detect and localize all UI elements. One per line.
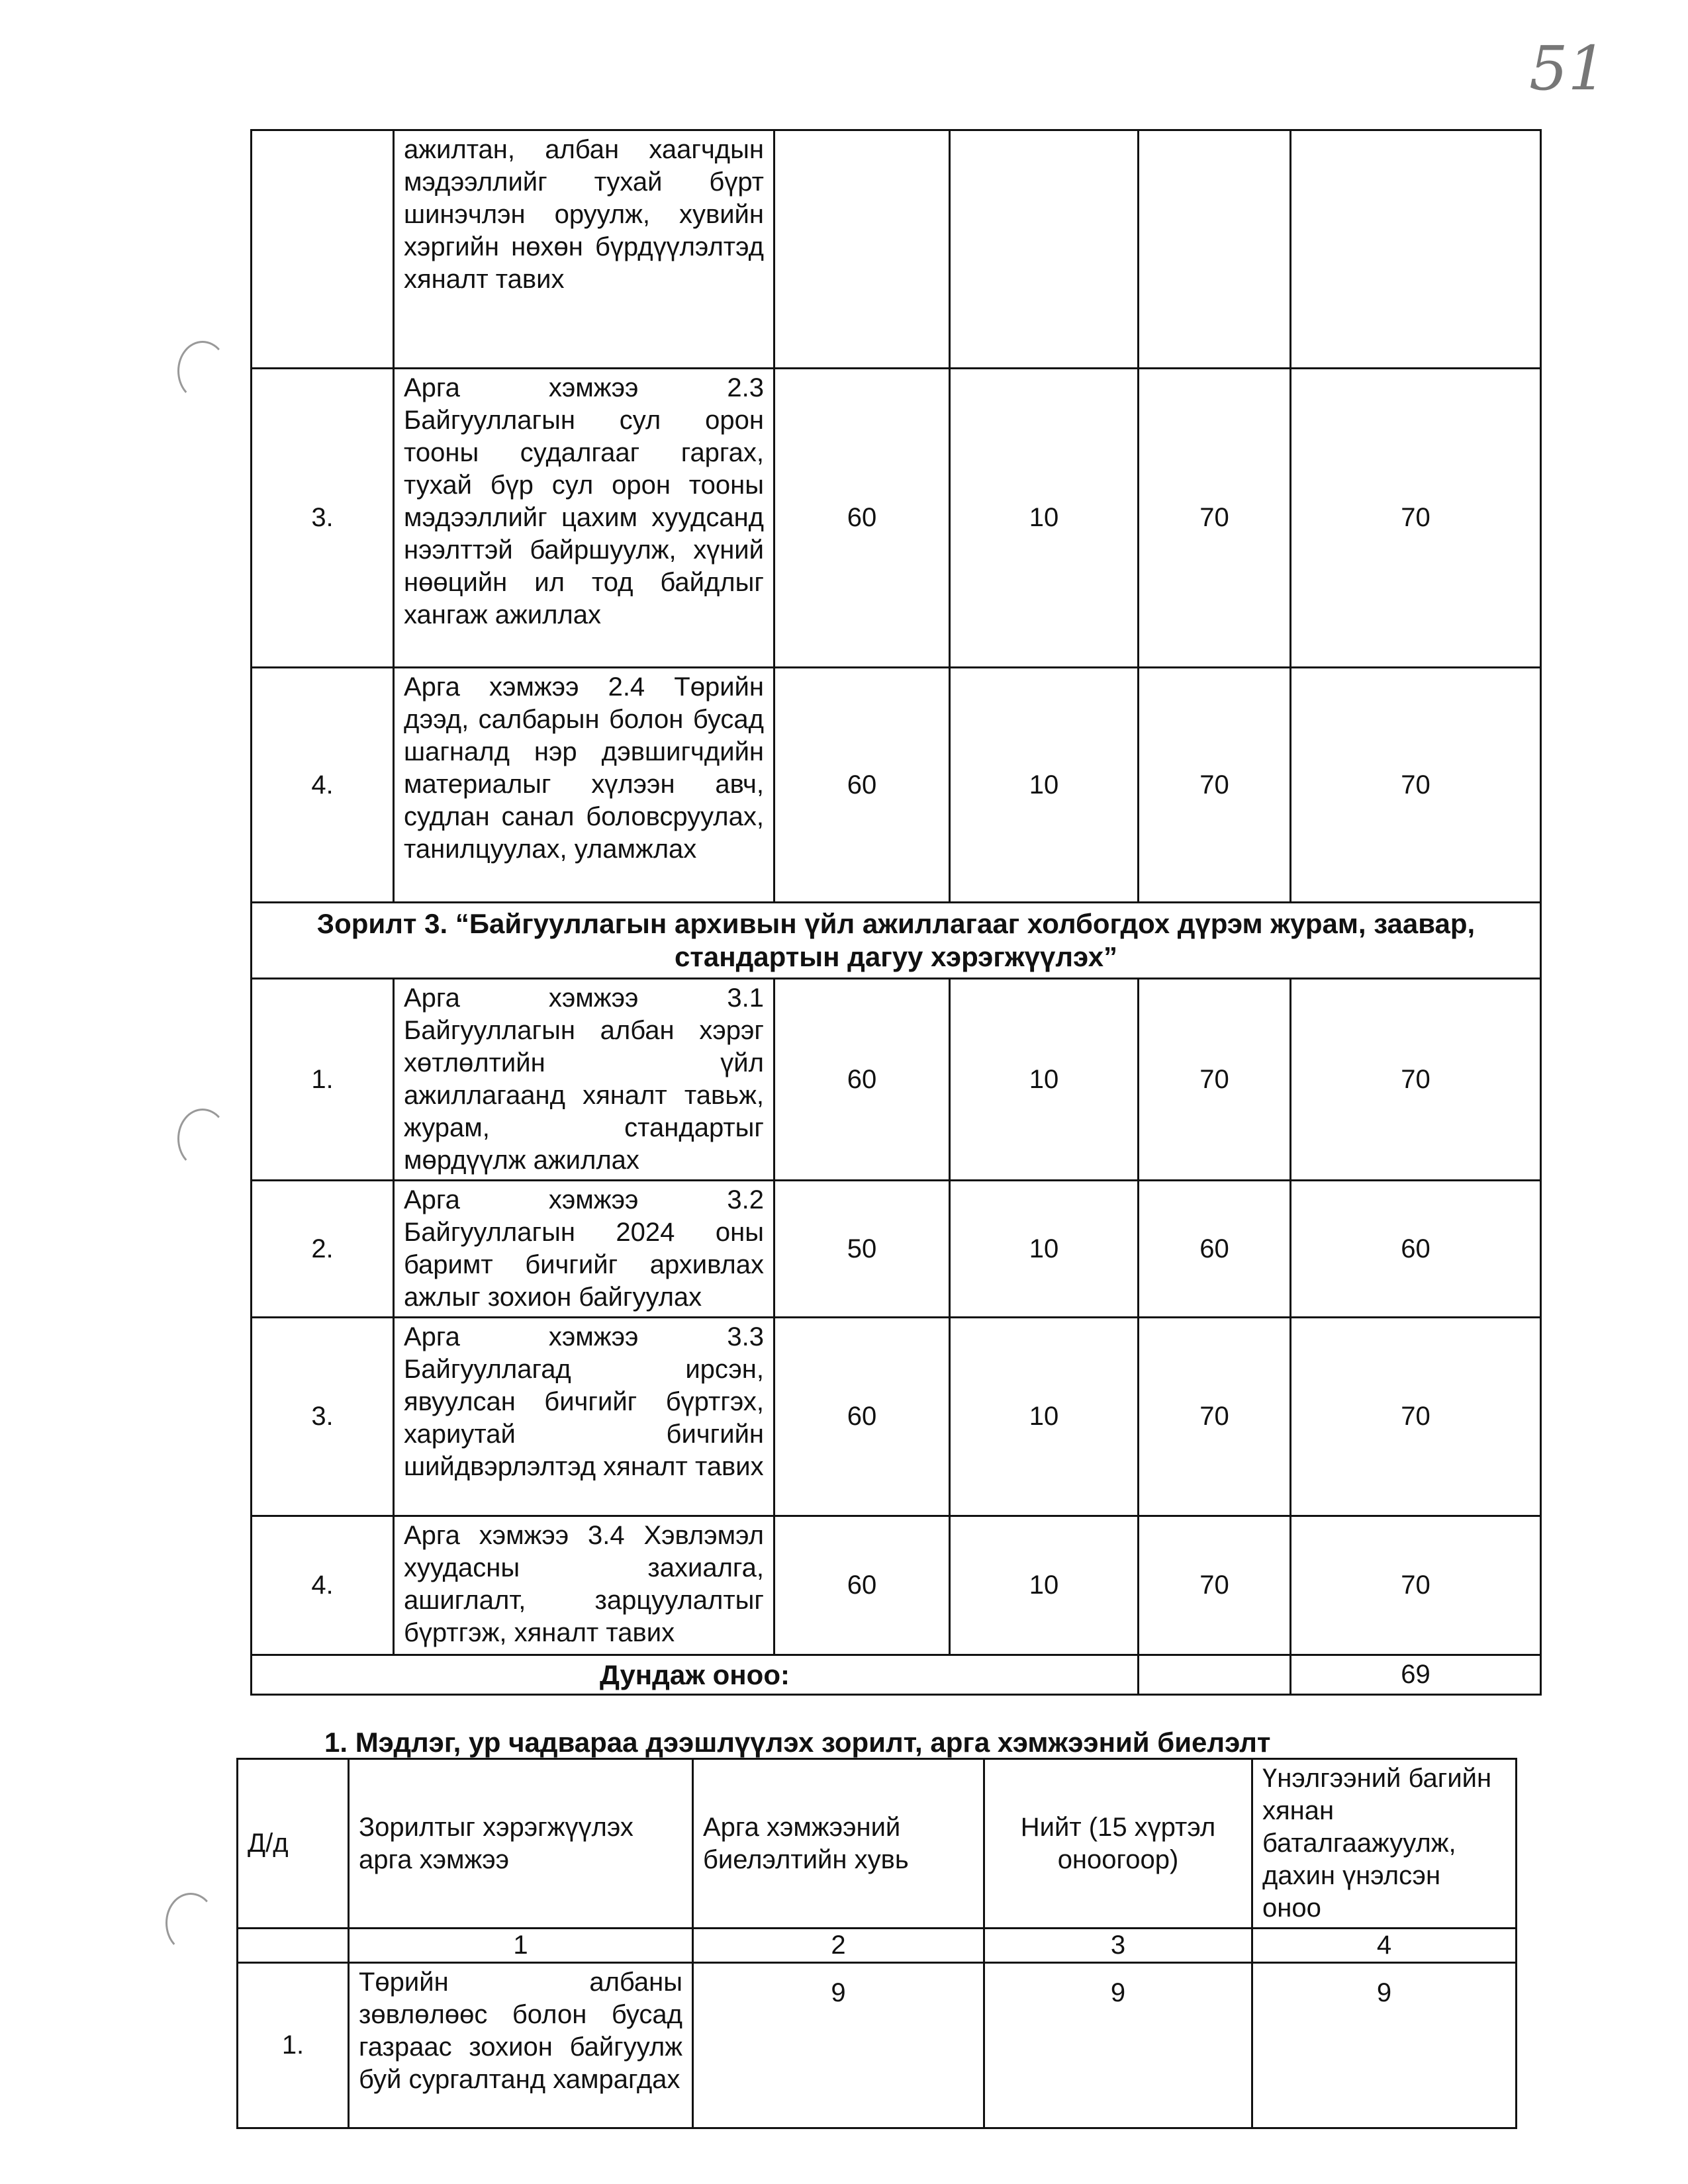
average-row <box>252 1655 1541 1695</box>
value-cell: 70 <box>1139 369 1291 668</box>
row-index: 4. <box>252 1516 394 1655</box>
section-heading-row <box>252 903 1541 979</box>
column-index: 2 <box>693 1929 984 1963</box>
value-cell: 10 <box>950 979 1139 1181</box>
value-cell: 70 <box>1139 1318 1291 1516</box>
column-index: 1 <box>349 1929 693 1963</box>
value-cell: 70 <box>1291 979 1541 1181</box>
value-cell: 60 <box>774 369 950 668</box>
action-description: Арга хэмжээ 2.4 Төрийн дээд, салбарын болон бусад шагналд нэр дэвшигчдийн материалыг хүлээн авч, судлан санал боловсруулах, танилцуулах, уламжлах <box>394 668 774 903</box>
action-description: Арга хэмжээ 3.3 Байгууллагад ирсэн, явуулсан бичгийг бүртгэх, хариутай бичгийн шийдвэрлэлтэд хяналт тавих <box>394 1318 774 1516</box>
value-cell: 9 <box>693 1963 984 2128</box>
value-cell: 60 <box>774 979 950 1181</box>
page-number: 51 <box>1529 33 1607 104</box>
value-cell <box>774 130 950 369</box>
average-label: Дундаж оноо: <box>252 1655 1139 1695</box>
row-index: 3. <box>252 1318 394 1516</box>
value-cell: 10 <box>950 1516 1139 1655</box>
value-cell: 60 <box>774 1516 950 1655</box>
row-index <box>252 130 394 369</box>
value-cell: 9 <box>1252 1963 1517 2128</box>
index-row <box>238 1929 1517 1963</box>
table-row <box>252 668 1541 903</box>
column-index: 3 <box>984 1929 1252 1963</box>
action-description: Арга хэмжээ 2.3 Байгууллагын сул орон тооны судалгааг гаргах, тухай бүр сул орон тооны мэдээллийг цахим хуудсанд нээлттэй байршуулж, хүний нөөцийн ил тод байдлыг хангаж ажиллах <box>394 369 774 668</box>
header-row <box>238 1759 1517 1929</box>
action-description: Төрийн албаны зөвлөлөөс болон бусад газраас зохион байгуулж буй сургалтанд хамрагдах <box>349 1963 693 2128</box>
value-cell: 10 <box>950 1181 1139 1318</box>
table-row <box>238 1963 1517 2128</box>
action-description: ажилтан, албан хаагчдын мэдээллийг тухай бүрт шинэчлэн оруулж, хувийн хэргийн нөхөн бүрдүүлэлтэд хяналт тавих <box>394 130 774 369</box>
header-cell: Арга хэмжээний биелэлтийн хувь <box>693 1759 984 1929</box>
action-description: Арга хэмжээ 3.4 Хэвлэмэл хуудасны захиалга, ашиглалт, зарцуулалтыг бүртгэж, хяналт тавих <box>394 1516 774 1655</box>
row-index: 1. <box>238 1963 349 2128</box>
section-title: 1. Мэдлэг, ур чадвараа дээшлүүлэх зорилт, арга хэмжээний биелэлт <box>324 1727 1271 1758</box>
table-row <box>252 130 1541 369</box>
value-cell <box>1291 130 1541 369</box>
table-row <box>252 1318 1541 1516</box>
row-index: 4. <box>252 668 394 903</box>
section-heading: Зорилт 3. “Байгууллагын архивын үйл ажиллагааг холбогдох дүрэм журам, заавар, стандартын дагуу хэрэгжүүлэх” <box>252 903 1541 979</box>
value-cell: 60 <box>774 668 950 903</box>
empty-cell <box>1139 1655 1291 1695</box>
table-row <box>252 1181 1541 1318</box>
table-row <box>252 1516 1541 1655</box>
table-row <box>252 369 1541 668</box>
empty-cell <box>238 1929 349 1963</box>
value-cell: 70 <box>1139 1516 1291 1655</box>
header-cell: Үнэлгээний багийн хянан баталгаажуулж, дахин үнэлсэн оноо <box>1252 1759 1517 1929</box>
punch-hole <box>177 341 228 401</box>
table-row <box>252 979 1541 1181</box>
knowledge-skills-table <box>236 1758 1517 2129</box>
value-cell: 10 <box>950 1318 1139 1516</box>
column-index: 4 <box>1252 1929 1517 1963</box>
row-index: 3. <box>252 369 394 668</box>
punch-hole <box>177 1109 228 1169</box>
punch-hole <box>165 1893 216 1953</box>
value-cell: 70 <box>1139 979 1291 1181</box>
header-cell: Нийт (15 хүртэл оноогоор) <box>984 1759 1252 1929</box>
value-cell: 9 <box>984 1963 1252 2128</box>
value-cell <box>950 130 1139 369</box>
action-description: Арга хэмжээ 3.2 Байгууллагын 2024 оны баримт бичгийг архивлах ажлыг зохион байгуулах <box>394 1181 774 1318</box>
value-cell: 60 <box>1139 1181 1291 1318</box>
value-cell: 60 <box>774 1318 950 1516</box>
header-cell: Д/д <box>238 1759 349 1929</box>
value-cell <box>1139 130 1291 369</box>
value-cell: 70 <box>1291 1318 1541 1516</box>
action-description: Арга хэмжээ 3.1 Байгууллагын албан хэрэг хөтлөлтийн үйл ажиллагаанд хяналт тавьж, журам, стандартыг мөрдүүлж ажиллах <box>394 979 774 1181</box>
value-cell: 70 <box>1291 1516 1541 1655</box>
row-index: 1. <box>252 979 394 1181</box>
value-cell: 10 <box>950 668 1139 903</box>
value-cell: 60 <box>1291 1181 1541 1318</box>
value-cell: 50 <box>774 1181 950 1318</box>
value-cell: 70 <box>1291 369 1541 668</box>
value-cell: 70 <box>1291 668 1541 903</box>
header-cell: Зорилтыг хэрэгжүүлэх арга хэмжээ <box>349 1759 693 1929</box>
value-cell: 70 <box>1139 668 1291 903</box>
evaluation-table <box>250 129 1542 1696</box>
row-index: 2. <box>252 1181 394 1318</box>
average-value: 69 <box>1291 1655 1541 1695</box>
value-cell: 10 <box>950 369 1139 668</box>
